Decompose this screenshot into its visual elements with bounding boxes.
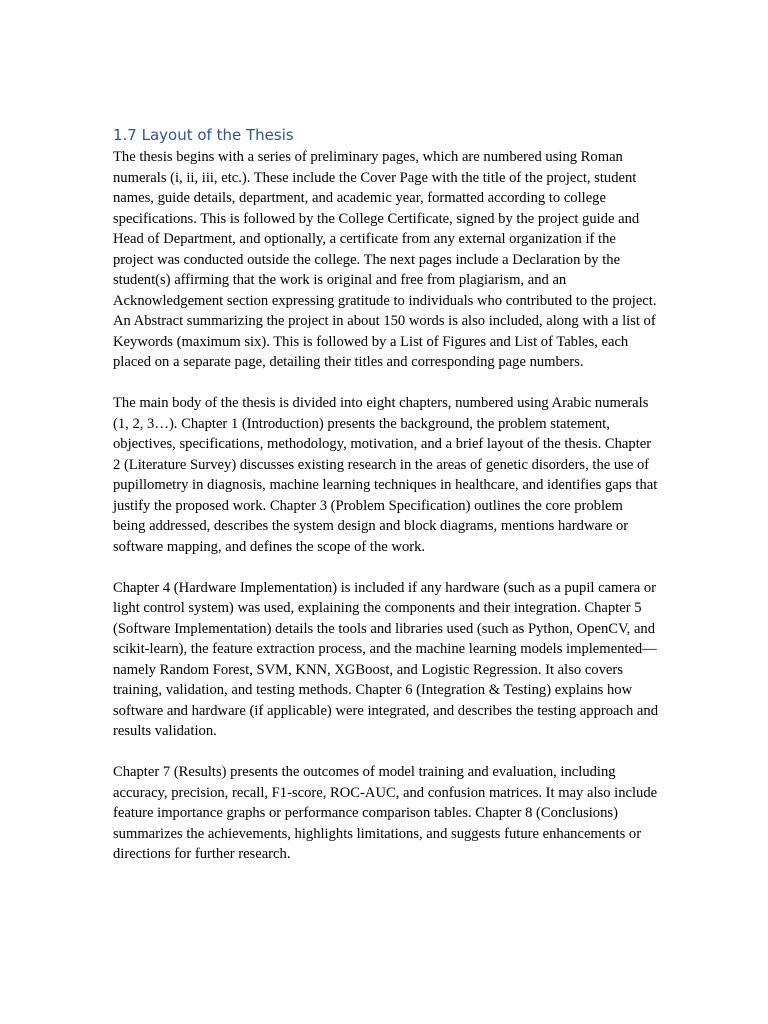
paragraph-main-body: The main body of the thesis is divided into eight chapters, numbered using Arabic numerals (1, 2, 3…). Chapter 1 (Introduction) presents the background, the problem statement, objectives, specifications, methodology, motivation, and a brief layout of the thesis. Chapter 2 (Literature Survey) discusses existing research in the areas of genetic disorders, the use of pupillometry in diagnosis, machine learning techniques in healthcare, and identifies gaps that justify the proposed work. Chapter 3 (Problem Specification) outlines the core problem being addressed, describes the system design and block diagrams, mentions hardware or software mapping, and defines the scope of the work. — [113, 395, 658, 555]
section-heading: 1.7 Layout of the Thesis — [113, 126, 294, 144]
paragraph-chapters-7-8: Chapter 7 (Results) presents the outcomes of model training and evaluation, including accuracy, precision, recall, F1-score, ROC-AUC, and confusion matrices. It may also include feature importance graphs or performance comparison tables. Chapter 8 (Conclusions) summarizes the achievements, highlights limitations, and suggests future enhancements or directions for further research. — [113, 764, 658, 862]
paragraph-chapters-4-6: Chapter 4 (Hardware Implementation) is included if any hardware (such as a pupil camera or light control system) was used, explaining the components and their integration. Chapter 5 (Software Implementation) details the tools and libraries used (such as Python, OpenCV, and scikit-learn), the feature extraction process, and the machine learning models implemented—namely Random Forest, SVM, KNN, XGBoost, and Logistic Regression. It also covers training, validation, and testing methods. Chapter 6 (Integration & Testing) explains how software and hardware (if applicable) were integrated, and describes the testing approach and results validation. — [113, 579, 658, 739]
paragraph-preliminary-pages: The thesis begins with a series of preliminary pages, which are numbered using Roman numerals (i, ii, iii, etc.). These include the Cover Page with the title of the project, student names, guide details, department, and academic year, formatted according to college specifications. This is followed by the College Certificate, signed by the project guide and Head of Department, and optionally, a certificate from any external organization if the project was conducted outside the college. The next pages include a Declaration by the student(s) affirming that the work is original and free from plagiarism, and an Acknowledgement section expressing gratitude to individuals who contributed to the project. An Abstract summarizing the project in about 150 words is also included, along with a list of Keywords (maximum six). This is followed by a List of Figures and List of Tables, each placed on a separate page, detailing their titles and corresponding page numbers. — [113, 149, 657, 370]
section-content — [113, 124, 658, 885]
